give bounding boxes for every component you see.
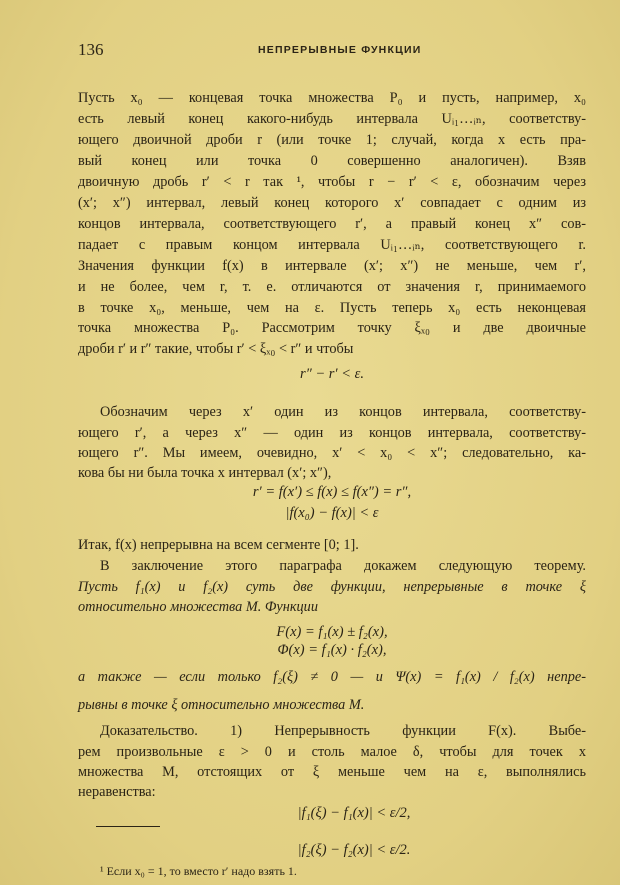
- text-line: двоичную дробь r′ < r так ¹, чтобы r − r′ < ε, обозначим через: [78, 174, 586, 190]
- equation: Φ(x) = f₁(x) · f₂(x),: [277, 642, 387, 658]
- running-title: НЕПРЕРЫВНЫЕ ФУНКЦИИ: [258, 44, 422, 56]
- text-line: рем произвольные ε > 0 и столь малое δ, чтобы для точек x: [78, 744, 586, 760]
- text-line: Обозначим через x′ один из концов интервала, соответству-: [100, 404, 586, 420]
- text-line: неравенства:: [78, 784, 156, 800]
- theorem-line: а также — если только f₂(ξ) ≠ 0 — и Ψ(x) = f₁(x) / f₂(x) непре-: [78, 669, 586, 685]
- proof-line: Доказательство. 1) Непрерывность функции F(x). Выбе-: [100, 723, 586, 739]
- theorem-line: Пусть f₁(x) и f₂(x) суть две функции, непрерывные в точке ξ: [78, 579, 586, 595]
- equation: F(x) = f₁(x) ± f₂(x),: [276, 624, 388, 640]
- text-line: и не более, чем r, т. е. отличаются от значения r, принимаемого: [78, 279, 586, 295]
- equation: r″ − r′ < ε.: [300, 366, 364, 382]
- text-line: точка множества P₀. Рассмотрим точку ξₓ₀ и две двоичные: [78, 320, 586, 336]
- equation: r′ = f(x′) ≤ f(x) ≤ f(x″) = r″,: [252, 484, 412, 500]
- text-line: ющего r″. Мы имеем, очевидно, x′ < x₀ < x″; следовательно, ка-: [78, 445, 586, 461]
- text-line: вый конец или точка 0 совершенно аналогичен). Взяв: [78, 153, 586, 169]
- equation: |f₂(ξ) − f₂(x)| < ε/2.: [297, 842, 411, 858]
- equation: |f(x₀) − f(x)| < ε: [285, 505, 379, 521]
- text-line: Пусть x₀ — концевая точка множества P₀ и пусть, например, x₀: [78, 90, 586, 106]
- text-line: концов интервала, соответствующего r′, а правый конец x″ сов-: [78, 216, 586, 232]
- text-line: есть левый конец какого-нибудь интервала Uᵢ₁…ᵢₙ, соответству-: [78, 111, 586, 127]
- text-line: падает с правым концом интервала Uᵢ₁…ᵢₙ, соответствующего r.: [78, 237, 586, 253]
- text-line: кова бы ни была точка x интервал (x′; x″),: [78, 465, 332, 481]
- theorem-line: относительно множества M. Функции: [78, 599, 318, 615]
- equation: |f₁(ξ) − f₁(x)| < ε/2,: [297, 805, 411, 821]
- footnote: ¹ Если x₀ = 1, то вместо r′ надо взять 1.: [100, 864, 297, 878]
- text-line: Значения функции f(x) в интервале (x′; x″) не меньше, чем r′,: [78, 258, 586, 274]
- footnote-divider: [96, 826, 160, 827]
- page-number: 136: [78, 40, 104, 59]
- text-line: множества M, отстоящих от ξ меньше чем на ε, выполнялись: [78, 764, 586, 780]
- text-line: (x′; x″) интервал, левый конец которого x′ совпадает с одним из: [78, 195, 586, 211]
- text-line: Итак, f(x) непрерывна на всем сегменте [0; 1].: [78, 537, 359, 553]
- text-line: В заключение этого параграфа докажем следующую теорему.: [100, 558, 586, 574]
- text-line: ющего r′, а через x″ — один из концов интервала, соответству-: [78, 425, 586, 441]
- theorem-line: рывны в точке ξ относительно множества M.: [78, 697, 365, 713]
- text-line: в точке x₀, меньше, чем на ε. Пусть теперь x₀ есть неконцевая: [78, 300, 586, 316]
- text-line: дроби r′ и r″ такие, чтобы r′ < ξₓ₀ < r″ и чтобы: [78, 341, 354, 357]
- text-line: ющего двоичной дроби r (или точке 1; случай, когда x есть пра-: [78, 132, 586, 148]
